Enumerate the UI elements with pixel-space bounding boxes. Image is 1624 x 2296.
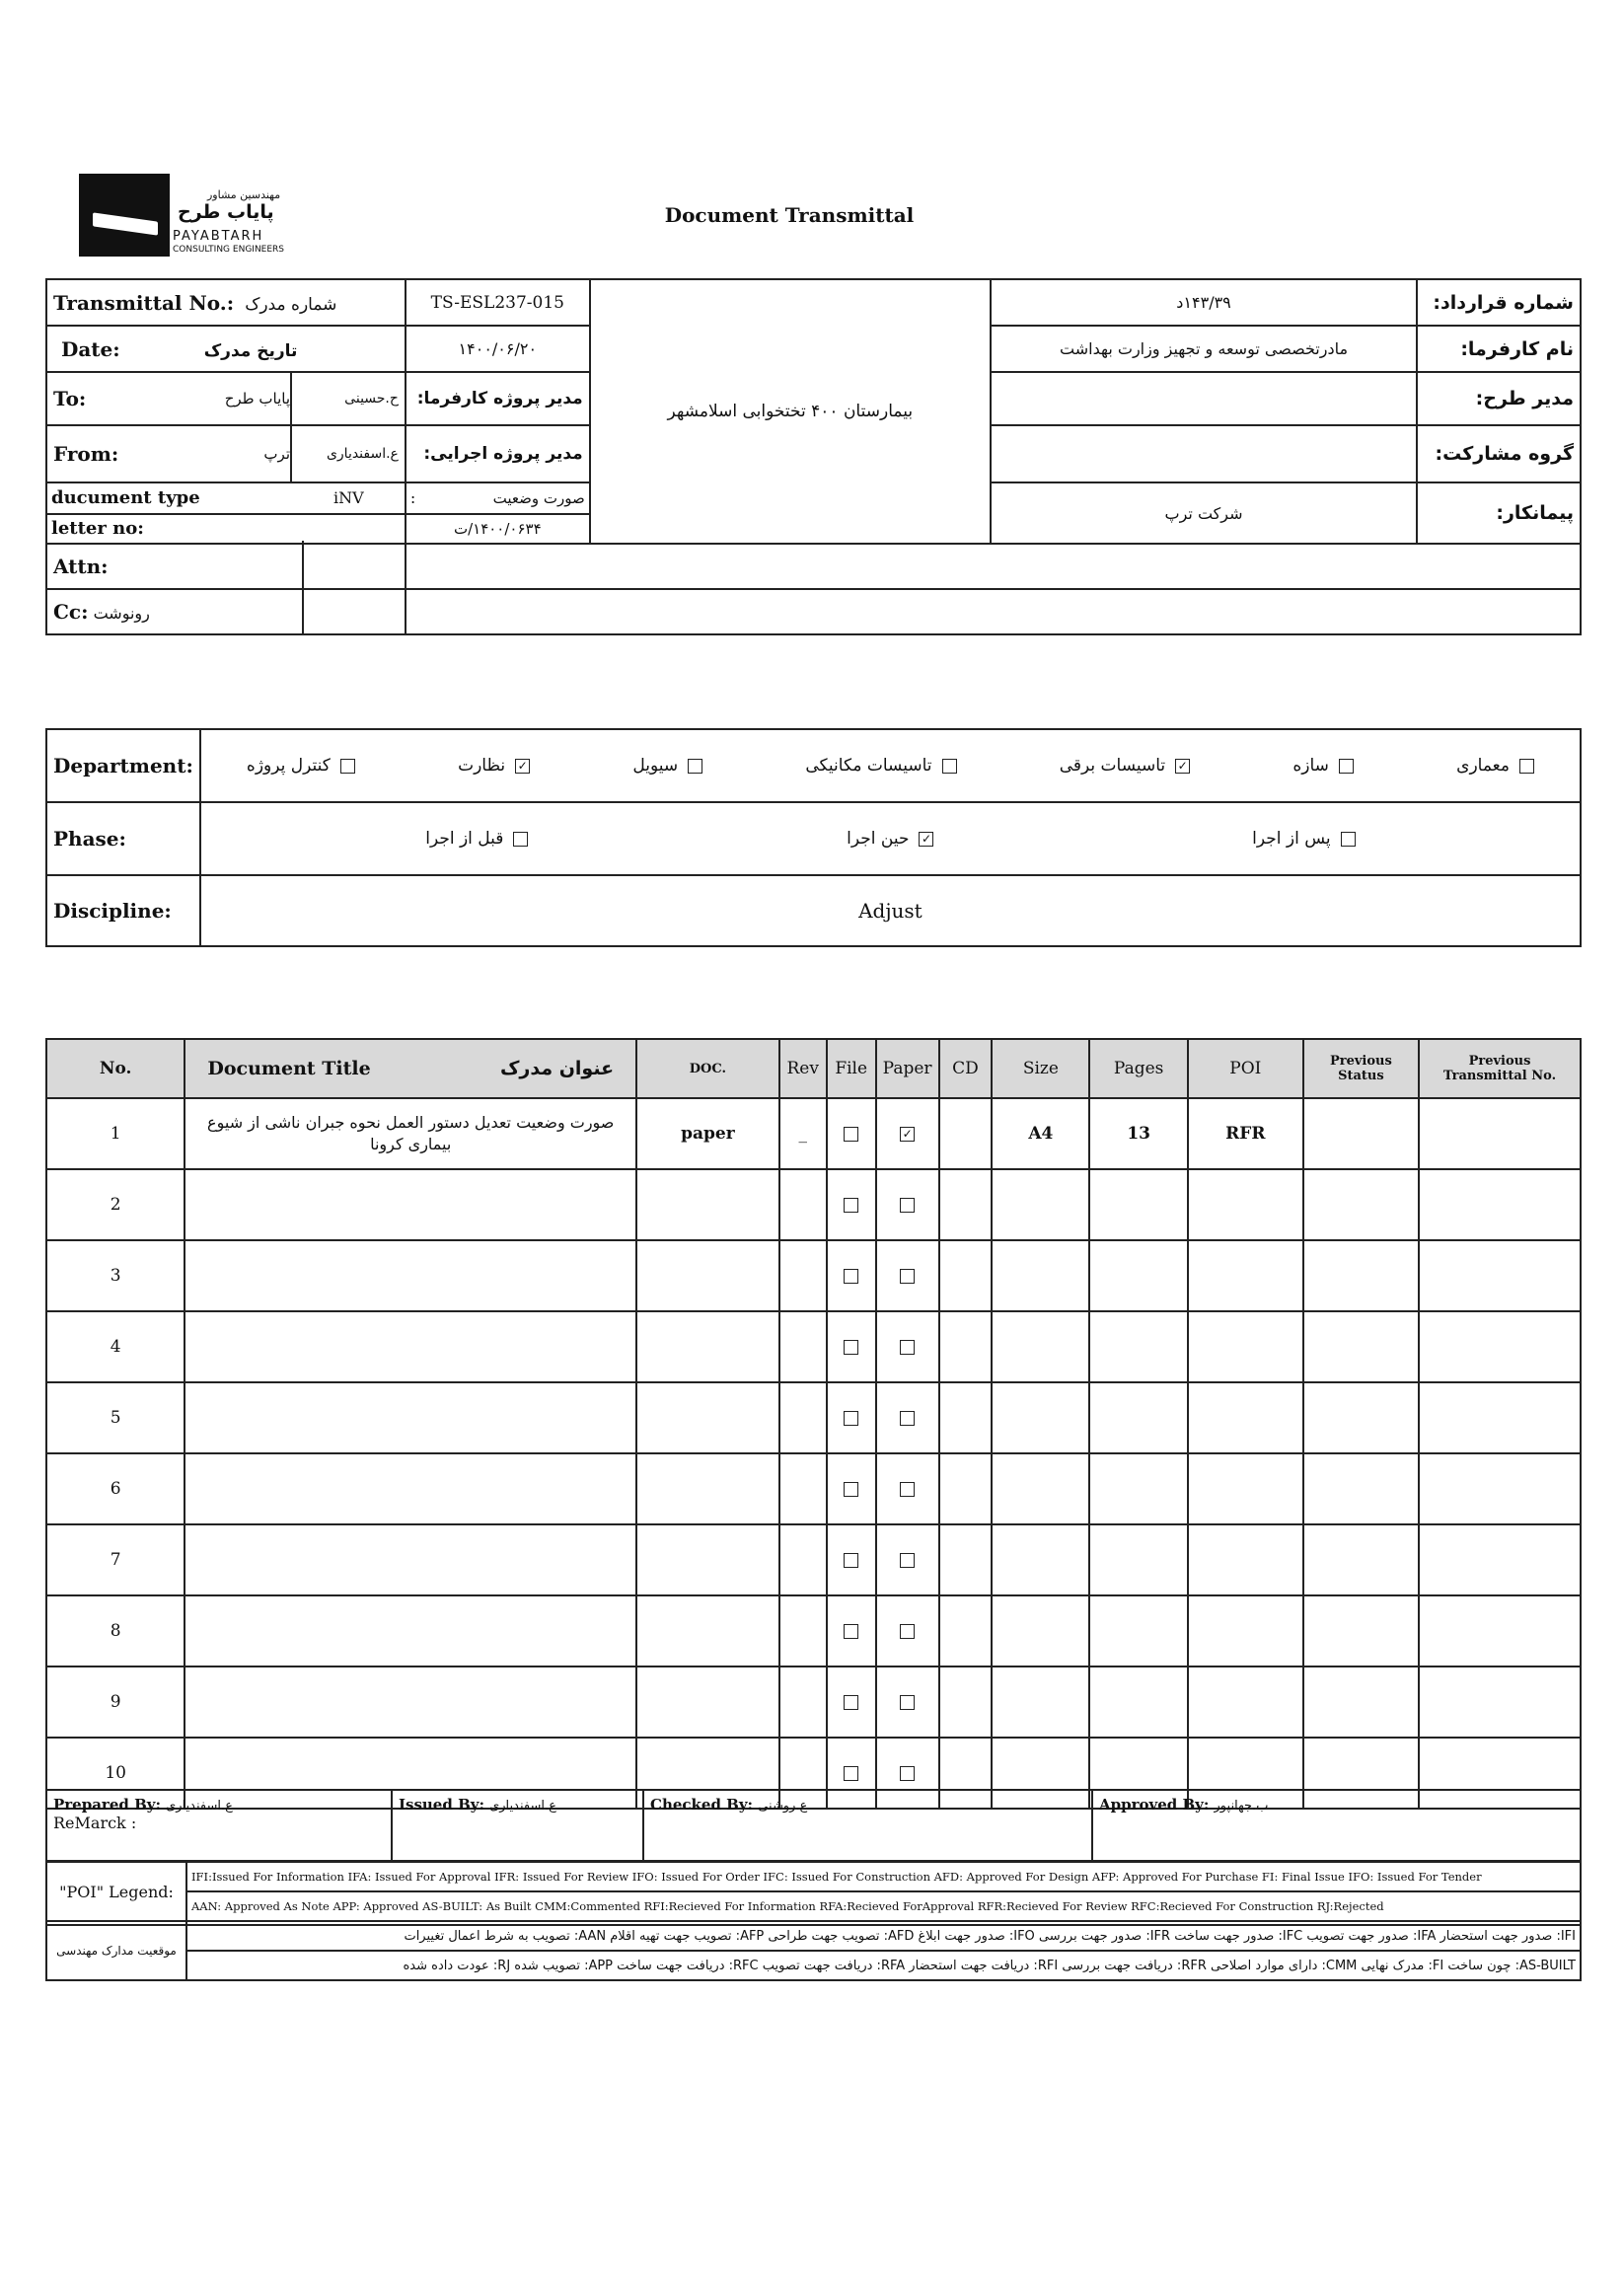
col-poi: POI [1188, 1039, 1303, 1098]
table-row [46, 1240, 1581, 1311]
row-prev-status [1303, 1098, 1419, 1169]
row-no: 8 [46, 1595, 185, 1666]
department-options [200, 729, 1581, 802]
table-row [46, 1098, 1581, 1169]
cc-label: Cc: [53, 600, 89, 624]
row-doc [636, 1595, 779, 1666]
doctype-sep: : [409, 488, 416, 507]
company-logo [79, 174, 306, 259]
employer-name: مادرتخصصی توسعه و تجهیز وزارت بهداشت [991, 326, 1417, 372]
row-poi [1188, 1524, 1303, 1595]
logo-text-en: PAYABTARH [173, 229, 264, 244]
row-no: 3 [46, 1240, 185, 1311]
row-file [827, 1098, 876, 1169]
row-prev-transmittal [1419, 1524, 1581, 1595]
contract-number: ۱۴۳/۳۹د [991, 279, 1417, 326]
row-doc [636, 1382, 779, 1453]
cc-label-fa: رونوشت [93, 604, 150, 623]
row-file [827, 1524, 876, 1595]
employer-label: نام کارفرما: [1417, 326, 1581, 372]
row-rev [779, 1382, 827, 1453]
row-prev-status [1303, 1169, 1419, 1240]
row-rev [779, 1453, 827, 1524]
row-paper [876, 1240, 939, 1311]
design-manager-value [991, 372, 1417, 425]
col-no: No. [46, 1039, 185, 1098]
row-paper [876, 1595, 939, 1666]
row-rev [779, 1169, 827, 1240]
row-size [992, 1311, 1089, 1382]
row-size [992, 1169, 1089, 1240]
department-option-label: سازه [1292, 756, 1329, 776]
row-rev [779, 1240, 827, 1311]
row-prev-transmittal [1419, 1311, 1581, 1382]
col-title-fa: عنوان مدرک [499, 1058, 615, 1079]
from-role: مدیر پروژه اجرایی: [406, 425, 590, 482]
row-no: 6 [46, 1453, 185, 1524]
row-title [185, 1453, 636, 1524]
department-option-label: نظارت [458, 756, 506, 776]
letter-number: ۱۴۰۰/۰۶۳۴/ت [453, 520, 542, 538]
row-prev-status [1303, 1453, 1419, 1524]
discipline-value: Adjust [200, 875, 1581, 946]
row-pages [1089, 1382, 1187, 1453]
phase-label: Phase: [46, 802, 200, 875]
row-doc [636, 1240, 779, 1311]
prepared-label: Prepared By: [53, 1796, 162, 1814]
row-file [827, 1453, 876, 1524]
table-row [46, 1311, 1581, 1382]
status-legend-label: موقعیت مدارک مهندسی [46, 1921, 186, 1980]
phase-checkbox-1[interactable]: ✓ [919, 832, 933, 847]
row-pages: 13 [1089, 1098, 1187, 1169]
row-file [827, 1311, 876, 1382]
col-cd: CD [939, 1039, 993, 1098]
row-file [827, 1382, 876, 1453]
date-label: Date: [61, 336, 120, 361]
department-option-5[interactable] [458, 756, 530, 776]
transmittal-label-fa: شماره مدرک [245, 294, 337, 315]
doctype-value-cell [406, 482, 590, 544]
col-doc: DOC. [636, 1039, 779, 1098]
row-doc: paper [636, 1098, 779, 1169]
row-poi [1188, 1453, 1303, 1524]
attn-label-cell [46, 544, 406, 589]
row-poi [1188, 1169, 1303, 1240]
header-table [45, 278, 1582, 635]
row-file-checkbox[interactable] [844, 1482, 858, 1497]
department-option-label: معماری [1456, 756, 1510, 776]
contractor-label: پیمانکار: [1417, 482, 1581, 544]
phase-option-label: پس از اجرا [1252, 829, 1331, 849]
department-checkbox-5[interactable]: ✓ [515, 759, 530, 774]
design-manager-label: مدیر طرح: [1417, 372, 1581, 425]
row-paper [876, 1524, 939, 1595]
row-file [827, 1595, 876, 1666]
table-row [46, 1595, 1581, 1666]
col-paper: Paper [876, 1039, 939, 1098]
row-paper-checkbox[interactable] [900, 1624, 915, 1639]
row-paper [876, 1453, 939, 1524]
row-doc [636, 1453, 779, 1524]
row-no: 1 [46, 1098, 185, 1169]
department-option-3[interactable] [805, 756, 956, 776]
department-option-label: تاسیسات مکانیکی [805, 756, 932, 776]
row-prev-status [1303, 1524, 1419, 1595]
row-file [827, 1240, 876, 1311]
col-prev-transmittal: Previous Transmittal No. [1419, 1039, 1581, 1098]
department-option-label: تاسیسات برقی [1059, 756, 1166, 776]
prepared-by [46, 1790, 392, 1861]
row-cd [939, 1098, 993, 1169]
department-option-1[interactable] [1292, 756, 1354, 776]
row-cd [939, 1453, 993, 1524]
row-no: 4 [46, 1311, 185, 1382]
attn-value [406, 544, 1581, 589]
row-prev-transmittal [1419, 1382, 1581, 1453]
row-pages [1089, 1240, 1187, 1311]
row-size [992, 1453, 1089, 1524]
row-no: 9 [46, 1666, 185, 1738]
department-option-4[interactable] [632, 756, 702, 776]
approved-value: ب.جهانپور [1214, 1799, 1269, 1814]
row-file-checkbox[interactable] [844, 1411, 858, 1426]
row-file [827, 1169, 876, 1240]
row-rev [779, 1595, 827, 1666]
department-option-2[interactable] [1060, 756, 1190, 776]
signature-table [45, 1789, 1582, 1862]
row-prev-transmittal [1419, 1666, 1581, 1738]
row-prev-transmittal [1419, 1595, 1581, 1666]
doctype-cell [46, 482, 406, 544]
row-paper [876, 1098, 939, 1169]
transmittal-label-cell [46, 279, 406, 326]
phase-option-label: قبل از اجرا [425, 829, 504, 849]
cc-label-cell [46, 589, 406, 634]
project-name: بیمارستان ۴۰۰ تختخوابی اسلامشهر [590, 279, 991, 544]
phase-option-1[interactable] [847, 829, 933, 849]
attn-cc-divider [302, 541, 304, 635]
remark-label: ReMarck : [53, 1814, 137, 1832]
doctype-fa: صورت وضعیت [492, 489, 585, 507]
col-title-en: Document Title [207, 1058, 371, 1079]
table-row [46, 1524, 1581, 1595]
row-rev: _ [779, 1098, 827, 1169]
row-pages [1089, 1524, 1187, 1595]
row-doc [636, 1524, 779, 1595]
col-rev: Rev [779, 1039, 827, 1098]
phase-option-0[interactable] [1252, 829, 1355, 849]
row-doc [636, 1311, 779, 1382]
from-value: ترپ [263, 445, 290, 463]
row-doc [636, 1169, 779, 1240]
to-label: To: [53, 387, 87, 410]
letter-label: letter no: [51, 518, 144, 539]
doctype-value: iNV [333, 488, 364, 507]
doctype-label: ducument type [51, 487, 200, 508]
col-prev-status: Previous Status [1303, 1039, 1419, 1098]
phase-checkbox-2[interactable] [513, 832, 528, 847]
to-role: مدیر پروژه کارفرما: [406, 372, 590, 425]
cc-value [406, 589, 1581, 634]
department-checkbox-2[interactable]: ✓ [1175, 759, 1190, 774]
phase-option-2[interactable] [425, 829, 528, 849]
department-option-6[interactable] [247, 756, 355, 776]
from-person: ع.اسفندیاری [290, 426, 405, 481]
row-size [992, 1382, 1089, 1453]
row-pages [1089, 1453, 1187, 1524]
contractor-name: شرکت ترپ [991, 482, 1417, 544]
table-row [46, 1169, 1581, 1240]
row-paper [876, 1169, 939, 1240]
row-cd [939, 1666, 993, 1738]
row-paper-checkbox[interactable] [900, 1198, 915, 1213]
row-paper [876, 1666, 939, 1738]
to-cell [46, 372, 406, 425]
department-option-label: سیویل [632, 756, 679, 776]
row-poi [1188, 1311, 1303, 1382]
logo-mark [79, 174, 170, 257]
row-title [185, 1524, 636, 1595]
row-doc [636, 1666, 779, 1738]
department-checkbox-3[interactable] [942, 759, 957, 774]
row-paper-checkbox[interactable] [900, 1482, 915, 1497]
partnership-label: گروه مشارکت: [1417, 425, 1581, 482]
row-file-checkbox[interactable] [844, 1198, 858, 1213]
row-prev-status [1303, 1311, 1419, 1382]
checked-by [643, 1790, 1092, 1861]
checked-label: Checked By: [650, 1796, 754, 1814]
row-prev-transmittal [1419, 1240, 1581, 1311]
row-title [185, 1595, 636, 1666]
to-person: ح.حسینی [290, 373, 405, 424]
row-prev-transmittal [1419, 1453, 1581, 1524]
date-value: ۱۴۰۰/۰۶/۲۰ [406, 326, 590, 372]
legend-table [45, 1861, 1582, 1981]
row-paper [876, 1311, 939, 1382]
transmittal-label: Transmittal No.: [53, 290, 235, 315]
approved-label: Approved By: [1099, 1796, 1210, 1814]
table-row [46, 1666, 1581, 1738]
row-file-checkbox[interactable] [844, 1269, 858, 1284]
issued-value: ع.اسفندیاری [489, 1799, 556, 1814]
discipline-label: Discipline: [46, 875, 200, 946]
row-prev-status [1303, 1240, 1419, 1311]
row-file-checkbox[interactable] [844, 1624, 858, 1639]
row-paper [876, 1382, 939, 1453]
row-file-checkbox[interactable] [844, 1340, 858, 1355]
legend-line-4: AS-BUILT: چون ساخت FI: مدرک نهایی CMM: دارای موارد اصلاحی RFR: دریافت جهت بررسی RFI: دریافت جهت استحضار RFA: دریافت جهت تصویب RFC: دریافت جهت ساخت APP: تصویب شده RJ: عودت داده شده [186, 1951, 1581, 1980]
row-poi [1188, 1666, 1303, 1738]
approved-by [1092, 1790, 1581, 1861]
row-paper-checkbox[interactable] [900, 1269, 915, 1284]
row-title: صورت وضعیت تعدیل دستور العمل نحوه جبران ناشی از شیوع بیماری کرونا [185, 1098, 636, 1169]
row-title [185, 1169, 636, 1240]
date-label-cell [46, 326, 406, 372]
row-title [185, 1311, 636, 1382]
department-checkbox-4[interactable] [688, 759, 702, 774]
issued-label: Issued By: [399, 1796, 484, 1814]
classification-table [45, 728, 1582, 947]
department-option-0[interactable] [1456, 756, 1534, 776]
row-file-checkbox[interactable] [844, 1766, 858, 1781]
from-cell [46, 425, 406, 482]
department-checkbox-1[interactable] [1339, 759, 1354, 774]
from-label: From: [53, 442, 119, 466]
legend-line-2: AAN: Approved As Note APP: Approved AS-BUILT: As Built CMM:Commented RFI:Recieved For Information RFA:Recieved ForApproval RFR:Recieved For Review RFC:Recieved For Construction RJ:Rejected [186, 1891, 1581, 1921]
department-label: Department: [46, 729, 200, 802]
row-cd [939, 1595, 993, 1666]
row-poi [1188, 1382, 1303, 1453]
page-title: Document Transmittal [664, 203, 915, 227]
poi-legend-label: "POI" Legend: [46, 1862, 186, 1921]
row-size [992, 1595, 1089, 1666]
row-size [992, 1524, 1089, 1595]
logo-text-fa-top: مهندسین مشاور [207, 188, 281, 201]
row-title [185, 1382, 636, 1453]
row-no: 5 [46, 1382, 185, 1453]
table-row [46, 1453, 1581, 1524]
contract-label: شماره قرارداد: [1417, 279, 1581, 326]
row-file-checkbox[interactable] [844, 1127, 858, 1142]
row-size [992, 1240, 1089, 1311]
row-size: A4 [992, 1098, 1089, 1169]
phase-checkbox-0[interactable] [1341, 832, 1356, 847]
table-row [46, 1382, 1581, 1453]
row-prev-status [1303, 1666, 1419, 1738]
row-paper-checkbox[interactable] [900, 1695, 915, 1710]
row-cd [939, 1382, 993, 1453]
row-file-checkbox[interactable] [844, 1695, 858, 1710]
col-size: Size [992, 1039, 1089, 1098]
row-paper-checkbox[interactable] [900, 1766, 915, 1781]
checked-value: ع.روشنی [758, 1799, 808, 1814]
row-cd [939, 1311, 993, 1382]
row-rev [779, 1311, 827, 1382]
row-paper-checkbox[interactable]: ✓ [900, 1127, 915, 1142]
logo-text-fa: پایاب طرح [178, 201, 274, 223]
row-poi: RFR [1188, 1098, 1303, 1169]
department-checkbox-0[interactable] [1519, 759, 1534, 774]
row-paper-checkbox[interactable] [900, 1553, 915, 1568]
row-poi [1188, 1595, 1303, 1666]
row-pages [1089, 1595, 1187, 1666]
row-prev-status [1303, 1595, 1419, 1666]
to-value: پایاب طرح [224, 390, 290, 407]
row-cd [939, 1169, 993, 1240]
department-checkbox-6[interactable] [340, 759, 355, 774]
legend-line-3: IFI: صدور جهت استحضار IFA: صدور جهت تصویب IFC: صدور جهت ساخت IFR: صدور جهت بررسی IFO: صدور جهت ابلاغ AFD: تصویب جهت طراحی AFP: تصویب جهت تهیه اقلام AAN: تصویب به شرط اعمال تغییرات [186, 1921, 1581, 1951]
phase-option-label: حین اجرا [847, 829, 910, 849]
row-prev-status [1303, 1382, 1419, 1453]
row-poi [1188, 1240, 1303, 1311]
transmittal-number: TS-ESL237-015 [406, 279, 590, 326]
row-paper-checkbox[interactable] [900, 1411, 915, 1426]
row-pages [1089, 1169, 1187, 1240]
logo-text-sub: CONSULTING ENGINEERS [173, 245, 285, 255]
phase-options [200, 802, 1581, 875]
row-pages [1089, 1666, 1187, 1738]
row-no: 10 [46, 1738, 185, 1809]
row-paper-checkbox[interactable] [900, 1340, 915, 1355]
col-pages: Pages [1089, 1039, 1187, 1098]
row-size [992, 1666, 1089, 1738]
row-no: 7 [46, 1524, 185, 1595]
row-rev [779, 1524, 827, 1595]
issued-by [392, 1790, 643, 1861]
col-title [185, 1039, 636, 1098]
prepared-value: ع.اسفندیاری [166, 1799, 233, 1814]
row-pages [1089, 1311, 1187, 1382]
col-file: File [827, 1039, 876, 1098]
row-file-checkbox[interactable] [844, 1553, 858, 1568]
row-file [827, 1666, 876, 1738]
attn-label: Attn: [53, 555, 109, 578]
row-cd [939, 1240, 993, 1311]
row-no: 2 [46, 1169, 185, 1240]
row-title [185, 1240, 636, 1311]
row-title [185, 1666, 636, 1738]
row-prev-transmittal [1419, 1098, 1581, 1169]
row-prev-transmittal [1419, 1169, 1581, 1240]
legend-line-1: IFI:Issued For Information IFA: Issued For Approval IFR: Issued For Review IFO: Issued For Order IFC: Issued For Construction AFD: Approved For Design AFP: Approved For Purchase FI: Final Issue IFO: Issued For Tender [186, 1862, 1581, 1891]
date-label-fa: تاریخ مدرک [203, 340, 298, 361]
partnership-value [991, 425, 1417, 482]
row-rev [779, 1666, 827, 1738]
row-cd [939, 1524, 993, 1595]
department-option-label: کنترل پروژه [246, 756, 331, 776]
